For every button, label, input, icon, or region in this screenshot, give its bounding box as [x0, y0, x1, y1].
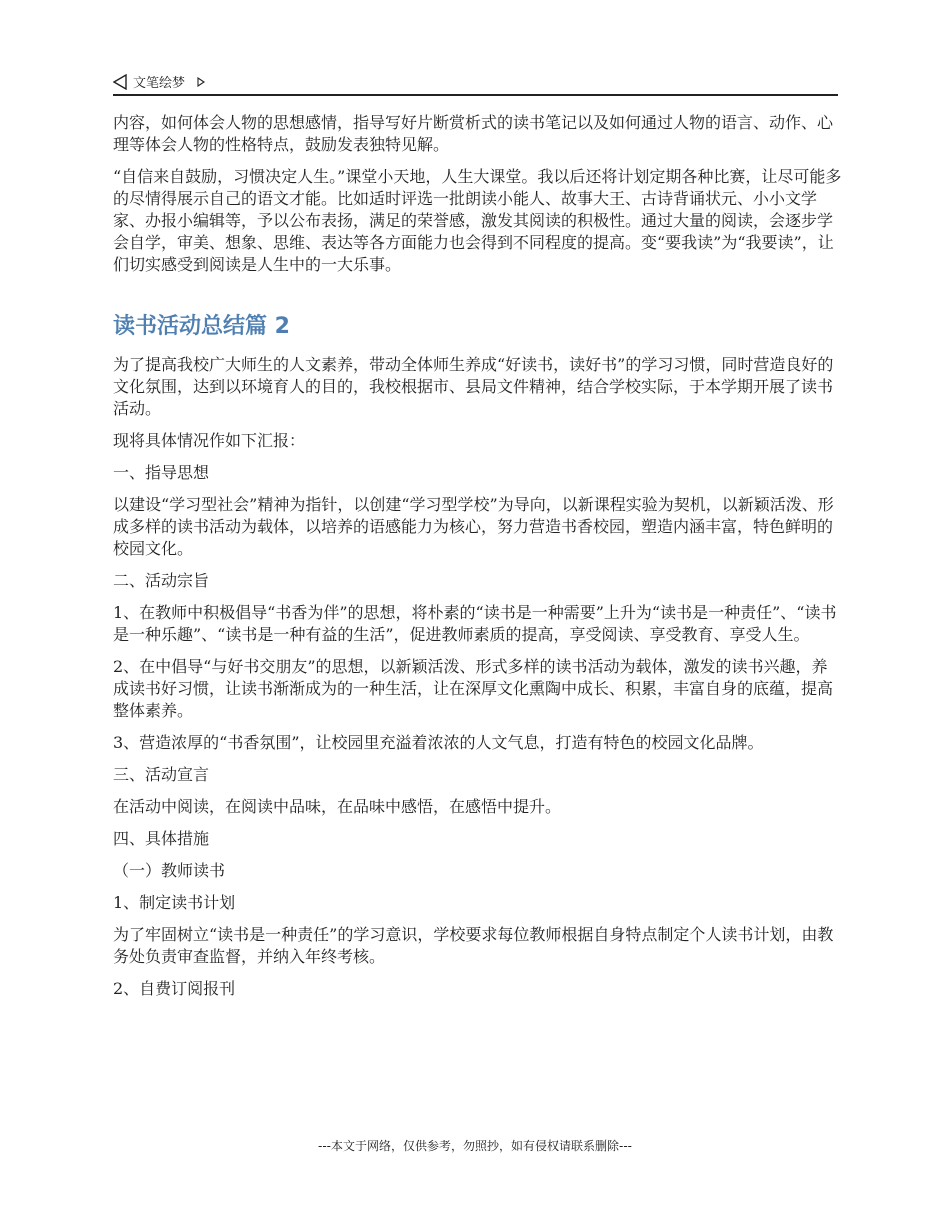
triangle-right-icon — [197, 77, 205, 87]
heading-activity-declaration: 三、活动宣言 — [113, 765, 210, 784]
paragraph: 为了提高我校广大师生的人文素养，带动全体师生养成“好读书，读好书”的学习习惯，同时营造良好的文化氛围，达到以环境育人的目的，我校根据市、县局文件精神，结合学校实际，于本学期开展了读书活动。 — [113, 355, 834, 418]
paragraph: 2、在中倡导“与好书交朋友”的思想，以新颖活泼、形式多样的读书活动为载体，激发的读书兴趣，养成读书好习惯，让读书渐渐成为的一种生活，让在深厚文化熏陶中成长、积累，丰富自身的底蕴，提高整体素养。 — [113, 657, 834, 720]
footer-disclaimer: ---本文于网络，仅供参考，勿照抄，如有侵权请联系删除--- — [318, 1139, 632, 1153]
paragraph: 内容，如何体会人物的思想感情，指导写好片断赏析式的读书笔记以及如何通过人物的语言、动作、心理等体会人物的性格特点，鼓励发表独特见解。 — [113, 113, 834, 154]
paragraph: “自信来自鼓励，习惯决定人生。”课堂小天地，人生大课堂。我以后还将计划定期各种比赛，让尽可能多的尽情得展示自己的语文才能。比如适时评选一批朗读小能人、故事大王、古诗背诵状元、小小文学家、办报小编辑等，予以公布表扬，满足的荣誉感，激发其阅读的积极性。通过大量的阅读，会逐步学会自学，审美、想象、思维、表达等各方面能力也会得到不同程度的提高。变“要我读”为“我要读”，让们切实感受到阅读是人生中的一大乐事。 — [113, 167, 842, 274]
paragraph: 为了牢固树立“读书是一种责任”的学习意识，学校要求每位教师根据自身特点制定个人读书计划，由教务处负责审查监督，并纳入年终考核。 — [113, 925, 834, 966]
subheading-subscriptions: 2、自费订阅报刊 — [113, 979, 236, 998]
paragraph: 以建设“学习型社会”精神为指针，以创建“学习型学校”为导向，以新课程实验为契机，以新颖活泼、形成多样的读书活动为载体，以培养的语感能力为核心，努力营造书香校园，塑造内涵丰富，特色鲜明的校园文化。 — [113, 495, 834, 558]
document-body — [113, 112, 843, 1010]
triangle-left-icon — [113, 74, 127, 90]
paragraph: 现将具体情况作如下汇报： — [113, 431, 306, 450]
section-title: 读书活动总结篇 2 — [113, 314, 290, 339]
heading-activity-purpose: 二、活动宗旨 — [113, 571, 210, 590]
subheading-teacher-reading: （一）教师读书 — [113, 861, 226, 880]
heading-specific-measures: 四、具体措施 — [113, 829, 210, 848]
page-header — [113, 70, 838, 96]
brand-logo — [113, 72, 205, 91]
paragraph: 3、营造浓厚的“书香氛围”，让校园里充溢着浓浓的人文气息，打造有特色的校园文化品牌。 — [113, 733, 764, 752]
subheading-reading-plan: 1、制定读书计划 — [113, 893, 236, 912]
brand-name: 文笔绘梦 — [133, 76, 186, 91]
paragraph: 在活动中阅读，在阅读中品味，在品味中感悟，在感悟中提升。 — [113, 797, 562, 816]
paragraph: 1、在教师中积极倡导“书香为伴”的思想，将朴素的“读书是一种需要”上升为“读书是一种责任”、“读书是一种乐趣”、“读书是一种有益的生活”，促进教师素质的提高，享受阅读、享受教育、享受人生。 — [113, 603, 837, 644]
heading-guiding-thought: 一、指导思想 — [113, 463, 210, 482]
